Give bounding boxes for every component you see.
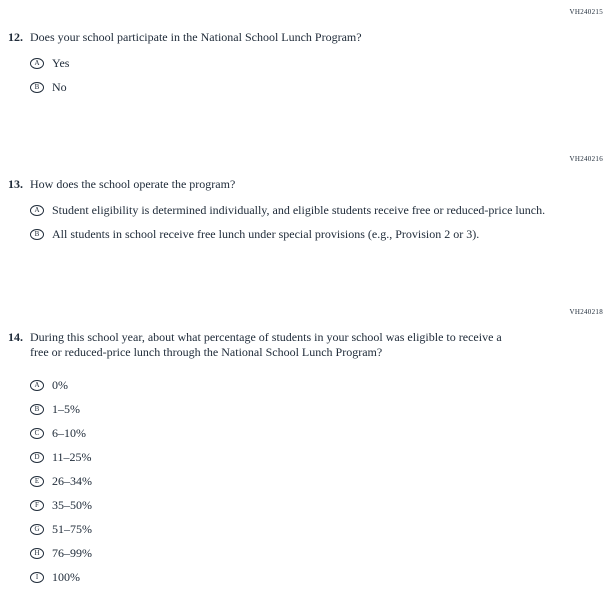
option-label: 35–50% <box>52 498 92 512</box>
radio-bubble[interactable] <box>30 500 44 511</box>
option-label: All students in school receive free lunch under special provisions (e.g., Provision 2 or 3). <box>52 227 480 241</box>
question-text: Does your school participate in the National School Lunch Program? <box>30 30 362 44</box>
option-label: 1–5% <box>52 402 80 416</box>
question-text: During this school year, about what percentage of students in your school was eligible to receive a free or reduced-price lunch through the National School Lunch Program? <box>30 330 502 359</box>
option-label: No <box>52 80 67 94</box>
question-code: VH240218 <box>569 308 603 316</box>
bubble-letter: G <box>34 525 40 533</box>
radio-bubble[interactable] <box>30 82 44 93</box>
radio-bubble[interactable] <box>30 58 44 69</box>
question-12-options <box>30 56 609 95</box>
option-label: 76–99% <box>52 546 92 560</box>
question-13 <box>8 177 609 192</box>
radio-bubble[interactable] <box>30 205 44 216</box>
option-100pct[interactable] <box>30 570 609 585</box>
option-label: Student eligibility is determined individually, and eligible students receive free or reduced-price lunch. <box>52 203 546 217</box>
option-individual-eligibility[interactable] <box>30 203 609 218</box>
option-76-99pct[interactable] <box>30 546 609 561</box>
bubble-letter: H <box>34 549 40 557</box>
bubble-letter: F <box>35 501 39 509</box>
option-51-75pct[interactable] <box>30 522 609 537</box>
option-label: Yes <box>52 56 70 70</box>
bubble-letter: B <box>34 83 40 91</box>
bubble-letter: A <box>34 206 40 214</box>
question-text: How does the school operate the program? <box>30 177 236 191</box>
option-0pct[interactable] <box>30 378 609 393</box>
question-14 <box>8 330 609 360</box>
bubble-letter: A <box>34 381 40 389</box>
question-12 <box>8 30 609 45</box>
option-26-34pct[interactable] <box>30 474 609 489</box>
question-block-13 <box>0 155 609 242</box>
bubble-letter: E <box>34 477 40 485</box>
option-1-5pct[interactable] <box>30 402 609 417</box>
bubble-letter: D <box>34 453 40 461</box>
option-label: 100% <box>52 570 80 584</box>
option-label: 6–10% <box>52 426 86 440</box>
radio-bubble[interactable] <box>30 229 44 240</box>
question-number: 12. <box>8 30 23 44</box>
option-label: 26–34% <box>52 474 92 488</box>
radio-bubble[interactable] <box>30 572 44 583</box>
radio-bubble[interactable] <box>30 380 44 391</box>
question-code: VH240215 <box>569 8 603 16</box>
option-11-25pct[interactable] <box>30 450 609 465</box>
question-code: VH240216 <box>569 155 603 163</box>
question-block-12 <box>0 8 609 95</box>
bubble-letter: B <box>34 405 40 413</box>
question-block-14 <box>0 308 609 585</box>
option-35-50pct[interactable] <box>30 498 609 513</box>
bubble-letter: B <box>34 230 40 238</box>
question-14-options <box>30 378 609 585</box>
radio-bubble[interactable] <box>30 476 44 487</box>
question-number: 13. <box>8 177 23 191</box>
option-label: 11–25% <box>52 450 92 464</box>
option-6-10pct[interactable] <box>30 426 609 441</box>
radio-bubble[interactable] <box>30 404 44 415</box>
radio-bubble[interactable] <box>30 452 44 463</box>
question-number: 14. <box>8 330 23 344</box>
question-13-options <box>30 203 609 242</box>
radio-bubble[interactable] <box>30 548 44 559</box>
option-special-provisions[interactable] <box>30 227 609 242</box>
bubble-letter: A <box>34 59 40 67</box>
option-label: 0% <box>52 378 68 392</box>
option-label: 51–75% <box>52 522 92 536</box>
option-yes[interactable] <box>30 56 609 71</box>
radio-bubble[interactable] <box>30 428 44 439</box>
radio-bubble[interactable] <box>30 524 44 535</box>
option-no[interactable] <box>30 80 609 95</box>
bubble-letter: C <box>34 429 40 437</box>
bubble-letter: I <box>35 573 39 581</box>
